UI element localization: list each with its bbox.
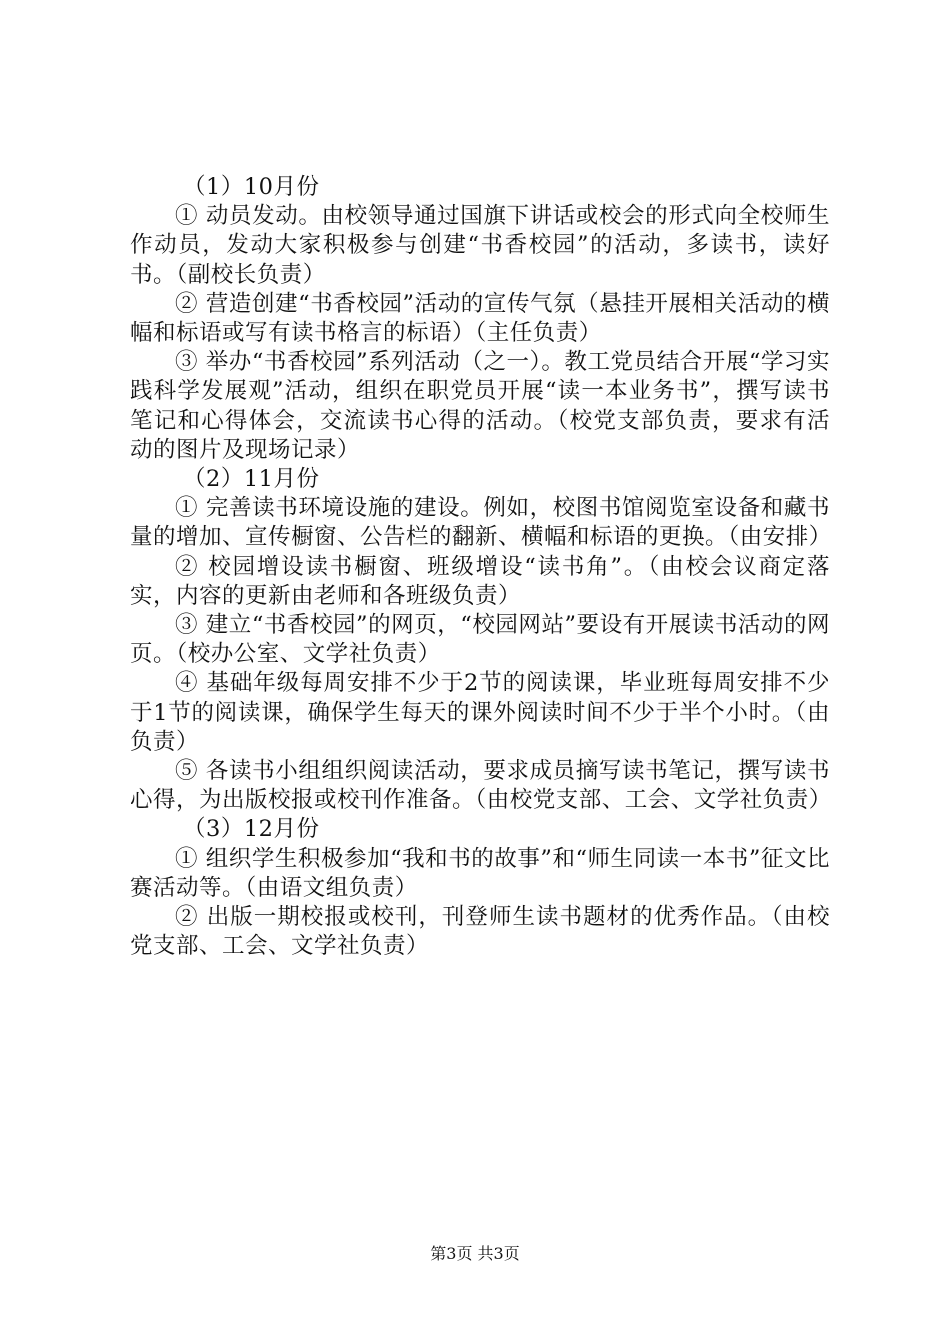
paragraph-reading-corner: ② 校园增设读书橱窗、班级增设“读书角”。（由校会议商定落实，内容的更新由老师和各班级负责）	[130, 553, 830, 609]
paragraph-facilities: ① 完善读书环境设施的建设。例如，校图书馆阅览室设备和藏书量的增加、宣传橱窗、公告栏的翻新、横幅和标语的更换。（由安排）	[130, 495, 832, 551]
paragraph-school-paper: ② 出版一期校报或校刊，刊登师生读书题材的优秀作品。（由校党支部、工会、文学社负责）	[130, 904, 830, 960]
section-heading-october: （1）10月份	[183, 174, 320, 200]
document-body	[130, 173, 830, 961]
paragraph-reading-groups: ⑤ 各读书小组组织阅读活动，要求成员摘写读书笔记，撰写读书心得，为出版校报或校刊作准备。（由校党支部、工会、文学社负责）	[130, 758, 832, 814]
page-number-footer: 第3页 共3页	[430, 1244, 520, 1263]
paragraph-essay-contest: ① 组织学生积极参加“我和书的故事”和“师生同读一本书”征文比赛活动等。（由语文组负责）	[130, 845, 830, 901]
paragraph-party-reading: ③ 举办“书香校园”系列活动（之一）。教工党员结合开展“学习实践科学发展观”活动，组织在职党员开展“读一本业务书”，撰写读书笔记和心得体会，交流读书心得的活动。（校党支部负责，要求有活动的图片及现场记录）	[130, 349, 830, 463]
paragraph-reading-class: ④ 基础年级每周安排不少于2节的阅读课，毕业班每周安排不少于1节的阅读课，确保学生每天的课外阅读时间不少于半个小时。（由负责）	[130, 670, 830, 755]
section-heading-december: （3）12月份	[183, 816, 320, 843]
section-heading-november: （2）11月份	[183, 466, 320, 493]
paragraph-atmosphere: ② 营造创建“书香校园”活动的宣传气氛（悬挂开展相关活动的横幅和标语或写有读书格言的标语）（主任负责）	[130, 290, 830, 347]
paragraph-mobilization: ① 动员发动。由校领导通过国旗下讲话或校会的形式向全校师生作动员，发动大家积极参与创建“书香校园”的活动，多读书，读好书。（副校长负责）	[130, 203, 830, 288]
paragraph-webpage: ③ 建立“书香校园”的网页，“校园网站”要设有开展读书活动的网页。（校办公室、文学社负责）	[130, 612, 830, 668]
